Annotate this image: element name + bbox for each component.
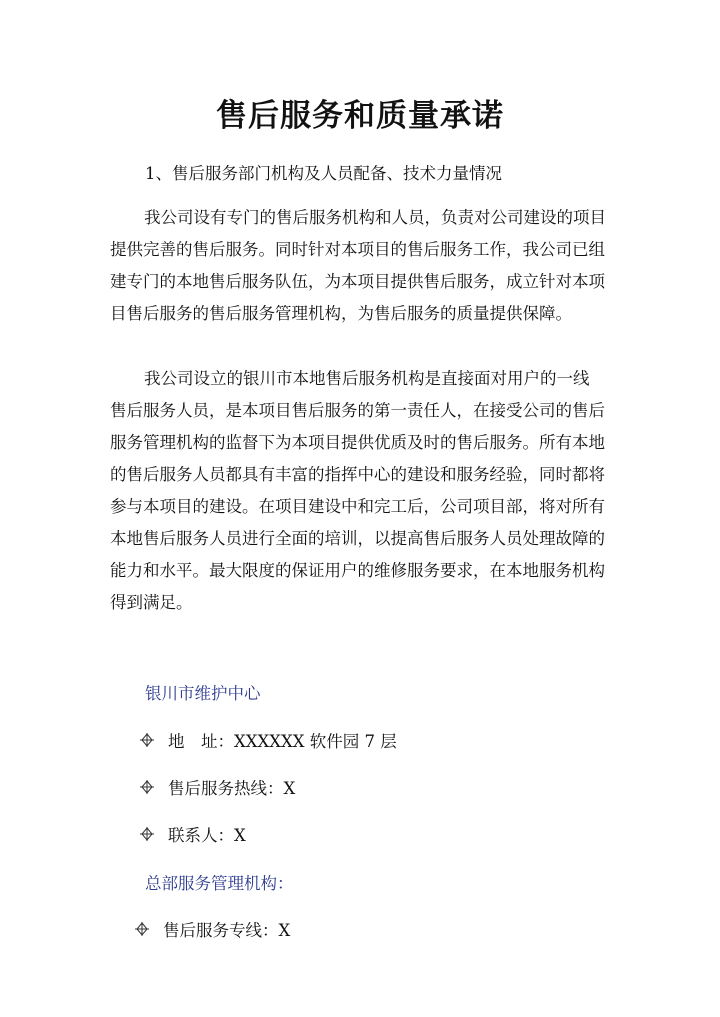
paragraph-line: 能力和水平。最大限度的保证用户的维修服务要求，在本地服务机构	[110, 561, 605, 580]
diamond-cross-icon	[140, 733, 154, 747]
paragraph-line: 我公司设立的银川市本地售后服务机构是直接面对用户的一线	[144, 369, 590, 388]
paragraph-line: 服务管理机构的监督下为本项目提供优质及时的售后服务。所有本地	[110, 433, 605, 452]
address-item	[140, 728, 397, 752]
paragraph-line: 的售后服务人员都具有丰富的指挥中心的建设和服务经验，同时都将	[110, 465, 605, 484]
local-center-heading: 银川市维护中心	[145, 684, 261, 703]
paragraph-1	[110, 202, 615, 330]
document-title: 售后服务和质量承诺	[216, 98, 504, 134]
diamond-cross-icon	[135, 922, 149, 936]
hotline-text: 售后服务热线：X	[168, 779, 296, 798]
paragraph-line: 本地售后服务人员进行全面的培训，以提高售后服务人员处理故障的	[110, 529, 605, 548]
hotline-item	[140, 775, 295, 799]
paragraph-line: 提供完善的售后服务。同时针对本项目的售后服务工作，我公司已组	[110, 240, 605, 259]
service-line-item	[135, 917, 290, 941]
service-line-text: 售后服务专线：X	[163, 921, 291, 940]
diamond-cross-icon	[140, 827, 154, 841]
paragraph-2	[110, 363, 615, 619]
paragraph-line: 目售后服务的售后服务管理机构，为售后服务的质量提供保障。	[110, 304, 572, 323]
section-heading: 1、售后服务部门机构及人员配备、技术力量情况	[145, 164, 502, 183]
paragraph-line: 售后服务人员，是本项目售后服务的第一责任人，在接受公司的售后	[110, 401, 605, 420]
address-text: 地 址：XXXXXX 软件园 7 层	[168, 732, 397, 751]
diamond-cross-icon	[140, 780, 154, 794]
paragraph-line: 建专门的本地售后服务队伍，为本项目提供售后服务，成立针对本项	[110, 272, 605, 291]
contact-person-item	[140, 822, 246, 846]
contact-person-text: 联系人：X	[168, 826, 246, 845]
paragraph-line: 参与本项目的建设。在项目建设中和完工后，公司项目部，将对所有	[110, 497, 605, 516]
paragraph-line: 得到满足。	[110, 593, 193, 612]
hq-heading: 总部服务管理机构：	[145, 874, 294, 893]
paragraph-line: 我公司设有专门的售后服务机构和人员，负责对公司建设的项目	[144, 208, 606, 227]
